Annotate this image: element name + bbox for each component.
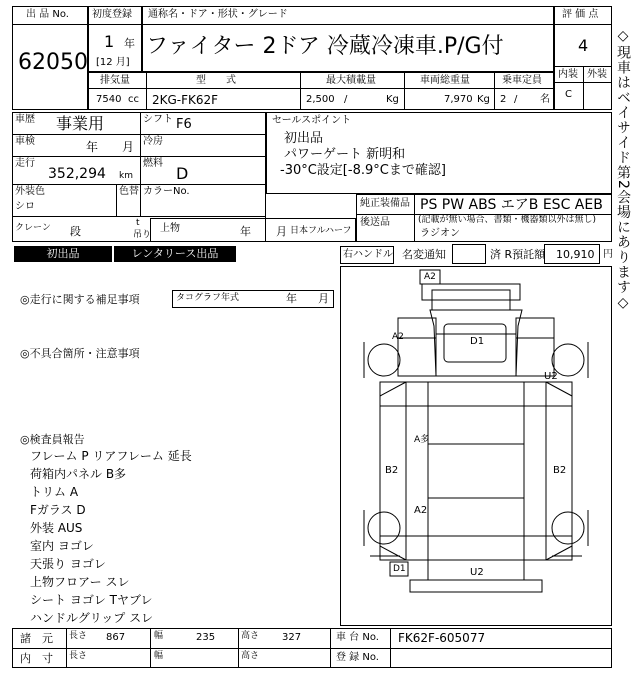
fuel-label: 燃料	[143, 158, 163, 169]
shift: F6	[176, 117, 192, 132]
max-load-label: 最大積載量	[326, 75, 376, 86]
length: 867	[106, 632, 126, 643]
history-label: 車歴	[15, 114, 35, 125]
chassis: FK62F-605077	[398, 631, 486, 645]
std-equipment: PS PW ABS エアB ESC AEB	[420, 197, 603, 213]
capacity-slash: /	[514, 94, 518, 105]
inspection-month: 月	[122, 140, 135, 154]
height: 327	[282, 632, 302, 643]
inspector-line: 室内 ヨゴレ	[30, 539, 94, 553]
mark-u2-bottom: U2	[470, 567, 484, 578]
std-equipment-label: 純正装備品	[360, 198, 410, 209]
inspector-line: フレーム P リアフレーム 延長	[30, 449, 192, 463]
gross-weight: 7,970	[444, 94, 473, 105]
inner-height-label: 高さ	[241, 651, 260, 661]
max-load: 2,500	[306, 94, 335, 105]
vehicle-name: ファイター 2ドア 冷蔵冷凍車.P/G付	[146, 34, 504, 59]
displacement: 7540	[96, 94, 122, 105]
max-load-unit: Kg	[386, 94, 399, 105]
mark-b2-right: B2	[553, 465, 567, 476]
mark-u2-right: U2	[544, 371, 558, 382]
model: 2KG-FK62F	[152, 93, 219, 107]
vehicle-name-label: 通称名・ドア・形状・グレード	[148, 9, 288, 20]
inspector-line: Fガラス D	[30, 503, 86, 517]
dim-label: 諸 元	[20, 632, 53, 645]
first-reg-label: 初度登録	[92, 9, 132, 20]
sales-point-3: -30°C設定[-8.9°Cまで確認]	[280, 163, 446, 178]
color-no-label: カラーNo.	[143, 186, 190, 197]
lot-no: 62050	[18, 50, 88, 75]
first-reg-year-unit: 年	[124, 37, 135, 50]
sales-point-2: パワーゲート 新明和	[284, 147, 406, 162]
reg-label: 登 録 No.	[336, 652, 379, 663]
mark-b2-left: B2	[385, 465, 399, 476]
capacity-label: 乗車定員	[502, 75, 542, 86]
gross-weight-label: 車両総重量	[420, 75, 470, 86]
mileage: 352,294	[48, 166, 106, 182]
sales-points-label: セールスポイント	[272, 115, 352, 126]
recycle-unit: 円	[603, 249, 613, 260]
tacho-year: 年	[286, 292, 297, 305]
height-label: 高さ	[241, 631, 260, 641]
interior-grade: C	[565, 89, 572, 100]
score-label: 評 価 点	[562, 9, 599, 20]
inspection-year: 年	[86, 140, 99, 154]
width-label: 幅	[154, 631, 164, 641]
mark-a2-top: A2	[424, 272, 436, 282]
mark-d1-bottom: D1	[393, 564, 406, 574]
inspector-line: 天張り ヨゴレ	[30, 557, 106, 571]
travel-remarks-label: ◎走行に関する補足事項	[20, 293, 140, 306]
displacement-label: 排気量	[100, 75, 130, 86]
crane-lift: 吊り	[133, 230, 152, 240]
mark-a2-left: A2	[392, 332, 404, 342]
crane-ton: t	[136, 218, 140, 228]
inspection-label: 車検	[15, 136, 35, 147]
mileage-label: 走行	[15, 158, 35, 169]
crane-stage: 段	[70, 225, 81, 238]
body-year: 年	[240, 225, 251, 238]
body-maker: 日本フルハーフ	[290, 226, 352, 236]
lot-no-label: 出 品 No.	[26, 9, 69, 20]
color-change-label: 色替	[119, 186, 139, 197]
recycle-amount: 10,910	[556, 248, 595, 261]
crane-label: クレーン	[15, 223, 51, 233]
after-items-label: 後送品	[360, 217, 390, 228]
max-load-slash: /	[344, 94, 348, 105]
body-month: 月	[276, 225, 287, 238]
interior-label: 内装	[558, 69, 578, 80]
exterior-label: 外装	[587, 69, 607, 80]
steering: 右ハンドル	[343, 249, 393, 260]
inspector-line: 外装 AUS	[30, 521, 83, 535]
capacity: 2	[500, 94, 507, 105]
displacement-unit: cc	[128, 94, 139, 105]
inner-width-label: 幅	[154, 651, 164, 661]
ac-label: 冷房	[143, 136, 163, 147]
recycle-label: 済 R預託額	[490, 248, 546, 261]
history: 事業用	[56, 114, 105, 133]
rental-badge: レンタリース出品	[114, 246, 236, 262]
mileage-unit: km	[119, 171, 133, 181]
location-note: ◇現車はベイサイド第2会場にあります◇	[615, 28, 631, 312]
mark-d1-top: D1	[470, 336, 485, 347]
first-reg-year: 1	[104, 32, 115, 51]
tacho-month: 月	[318, 292, 329, 305]
body-label: 上物	[160, 223, 180, 234]
mark-a2-mid: A2	[414, 505, 428, 516]
chassis-label: 車 台 No.	[336, 632, 379, 643]
fuel: D	[176, 164, 189, 183]
first-reg-month: [12 月]	[96, 57, 130, 68]
gross-weight-unit: Kg	[477, 94, 490, 105]
tacho-label: タコグラフ年式	[176, 293, 240, 303]
inspector-line: ハンドルグリップ スレ	[30, 611, 154, 625]
shift-label: シフト	[143, 114, 173, 125]
inspector-label: ◎検査員報告	[20, 433, 85, 446]
model-label: 型 式	[196, 75, 236, 86]
inner-length-label: 長さ	[69, 651, 88, 661]
inspector-line: シート ヨゴレ Tヤブレ	[30, 593, 153, 607]
inspector-line: トリム A	[30, 485, 79, 499]
score: 4	[578, 36, 589, 55]
defects-label: ◎不具合箇所・注意事項	[20, 347, 140, 360]
sales-point-1: 初出品	[284, 131, 324, 146]
color-label: 外装色	[15, 186, 45, 197]
after-items: ラジオン	[420, 228, 460, 239]
after-items-note: (記載が無い場合、書類・機器類以外は無し)	[418, 215, 597, 225]
width: 235	[196, 632, 216, 643]
first-listing-badge: 初出品	[14, 246, 112, 262]
name-change-label: 名変通知	[402, 248, 446, 261]
capacity-unit: 名	[540, 94, 550, 105]
inner-dim-label: 内 寸	[20, 652, 53, 665]
mark-a-many: A多	[414, 435, 430, 445]
length-label: 長さ	[69, 631, 88, 641]
name-change-box	[452, 244, 486, 264]
inspector-line: 上物フロアー スレ	[30, 575, 130, 589]
inspector-line: 荷箱内パネル B多	[30, 467, 127, 481]
color: シロ	[15, 201, 35, 212]
